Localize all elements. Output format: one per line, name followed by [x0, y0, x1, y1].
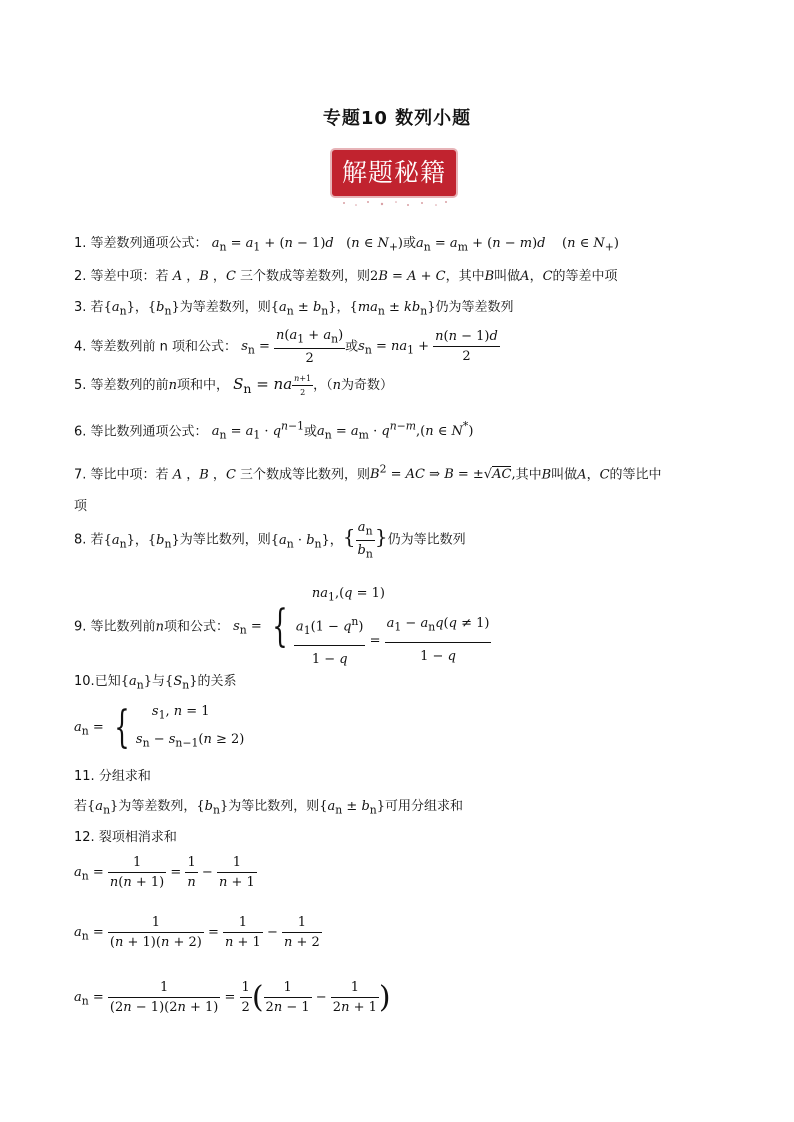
fraction: $\frac{n(a_1 + a_n)}{2}$: [276, 328, 344, 366]
item-9: 9. 等比数列前n项和公式： $s_n$ = { $na_1,(q = 1)$ $\frac{a_1(1 - q^n)}{1 - q}$ = $\frac{a_1 - a_nq(q \ne 1)}{1 - q}$: [74, 586, 490, 667]
item-5: 5. 等差数列的前n项和中， $S_n$ = na $\frac{n+1}{2}$ ，（n为奇数）: [74, 374, 394, 397]
formula-an-sn-relation: $a_n$ = { $s_1$, n = 1 $s_n - s_{n-1}(n \ge 2)$: [74, 702, 245, 754]
item-1: 1. 等差数列通项公式： $a_n = a_1 + (n - 1)d$ (n ∈ $N_+$)或$a_n = a_m + (n - m)d$ (n ∈ $N_+$): [74, 236, 619, 254]
formula-split-1: $a_n$ = $\frac{1}{n(n + 1)}$ = $\frac{1}{n}$ − $\frac{1}{n + 1}$: [74, 855, 255, 890]
fraction: $\frac{n(n - 1)d}{2}$: [435, 329, 498, 365]
section-badge: [330, 148, 458, 200]
badge-label: 解题秘籍: [341, 158, 446, 187]
item-2: 2. 等差中项：若 A ，B ，C 三个数成等差数列，则2B = A + C，其中B叫做A，C的等差中项: [74, 269, 618, 284]
item-7-continued: 项: [74, 499, 88, 514]
item-7: 7. 等比中项：若 A ，B ，C 三个数成等比数列，则$B^2$ = AC ⇒ B = ±√AC,其中B叫做A，C的等比中: [74, 463, 662, 483]
page-title: 专题10 数列小题: [322, 108, 472, 129]
item-11: 11. 分组求和: [74, 769, 151, 784]
item-12: 12. 裂项相消求和: [74, 830, 177, 845]
formula-split-3: $a_n$ = $\frac{1}{(2n - 1)(2n + 1)}$ = $\frac{1}{2}$ ( $\frac{1}{2n - 1}$ − $\frac{1}{2n + 1}$ ): [74, 980, 391, 1015]
item-8: 8. 若$\{a_n\}$，$\{b_n\}$为等比数列，则$\{a_n \cdot b_n\}$，{ $\frac{a_n}{b_n}$ }仍为等比数列: [74, 520, 466, 561]
item-4: 4. 等差数列前 n 项和公式： $s_n$ = $\frac{n(a_1 + a_n)}{2}$ 或$s_n = na_1$ + $\frac{n(n - 1)d}{2}$: [74, 328, 498, 366]
formula-arithmetic-general-term: $a_n = a_1 + (n - 1)d$ (n ∈ $N_+$): [211, 236, 403, 254]
item-10: 10.已知$\{a_n\}$与$\{S_n\}$的关系: [74, 674, 237, 692]
item-3: 3. 若$\{a_n\}$，$\{b_n\}$为等差数列，则$\{a_n \pm b_n\}$，$\{ma_n \pm kb_n\}$仍为等差数列: [74, 300, 514, 318]
item-11-body: 若$\{a_n\}$为等差数列，$\{b_n\}$为等比数列，则$\{a_n \pm b_n\}$可用分组求和: [74, 799, 464, 817]
item-6: 6. 等比数列通项公式： $a_n = a_1 \cdot q^{n-1}$或$a_n = a_m \cdot q^{n-m},(n$ ∈ N*): [74, 420, 474, 442]
formula-split-2: $a_n$ = $\frac{1}{(n + 1)(n + 2)}$ = $\frac{1}{n + 1}$ − $\frac{1}{n + 2}$: [74, 915, 320, 950]
badge-decoration: [338, 200, 450, 208]
